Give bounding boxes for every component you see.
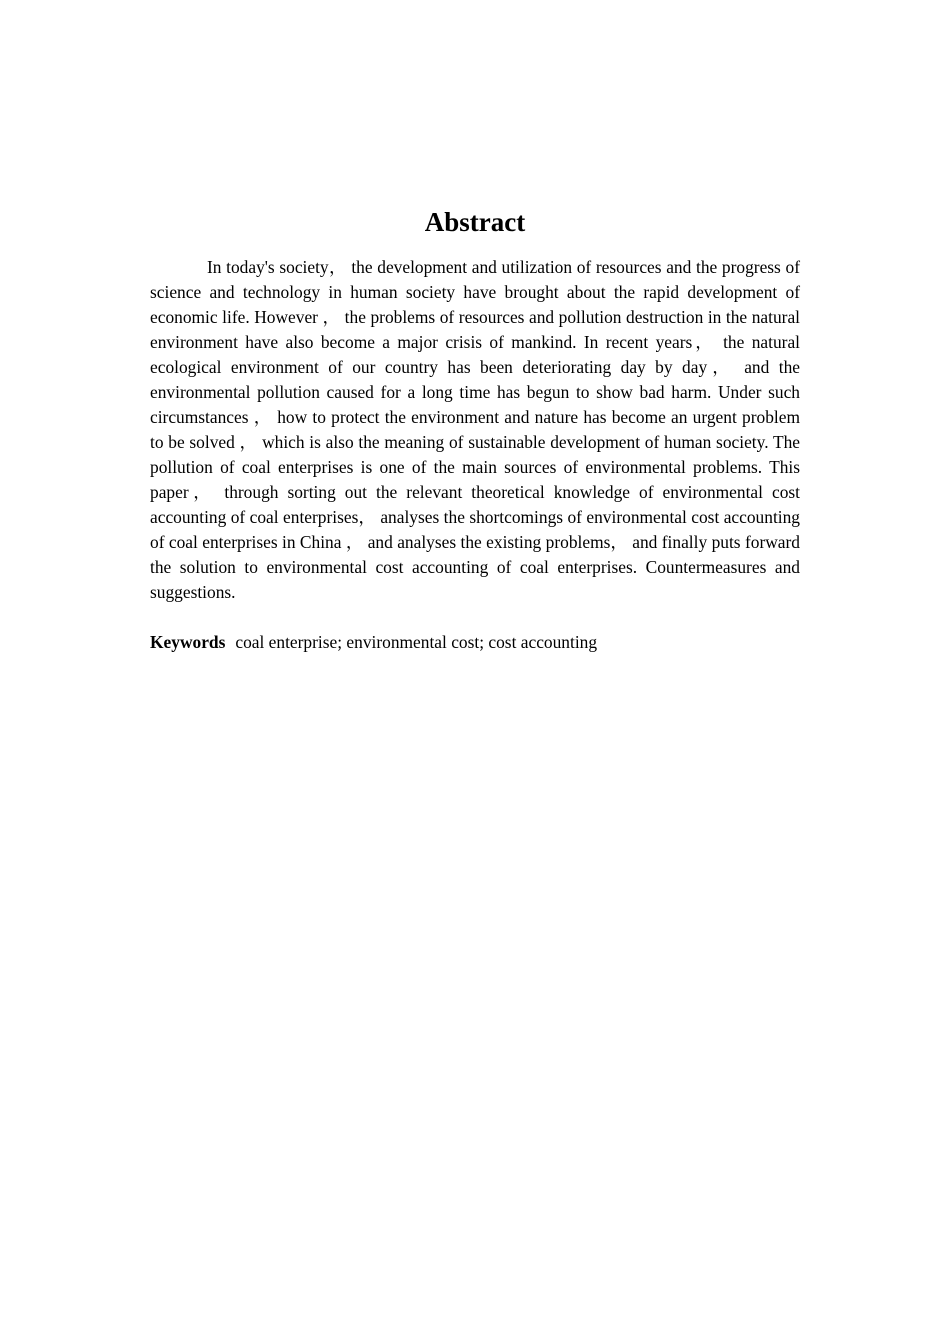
keywords-value: coal enterprise; environmental cost; cost accounting bbox=[235, 632, 598, 652]
document-page bbox=[150, 203, 800, 655]
keywords-label: Keywords bbox=[150, 632, 226, 652]
abstract-title: Abstract bbox=[424, 207, 526, 237]
keywords-line bbox=[150, 630, 800, 655]
abstract-body: In today's society， the development and utilization of resources and the progress of science and technology in human society have brought about the rapid development of economic life. However ， the problems of resources and pollution destruction in the natural environment have also become a major crisis of mankind. In recent years， the natural ecological environment of our country has been deteriorating day by day， and the environmental pollution caused for a long time has begun to show bad harm. Under such circumstances ， how to protect the environment and nature has become an urgent problem to be solved ， which is also the meaning of sustainable development of human society. The pollution of coal enterprises is one of the main sources of environmental problems. This paper， through sorting out the relevant theoretical knowledge of environmental cost accounting of coal enterprises， analyses the shortcomings of environmental cost accounting of coal enterprises in China ， and analyses the existing problems， and finally puts forward the solution to environmental cost accounting of coal enterprises. Countermeasures and suggestions. bbox=[150, 257, 800, 602]
